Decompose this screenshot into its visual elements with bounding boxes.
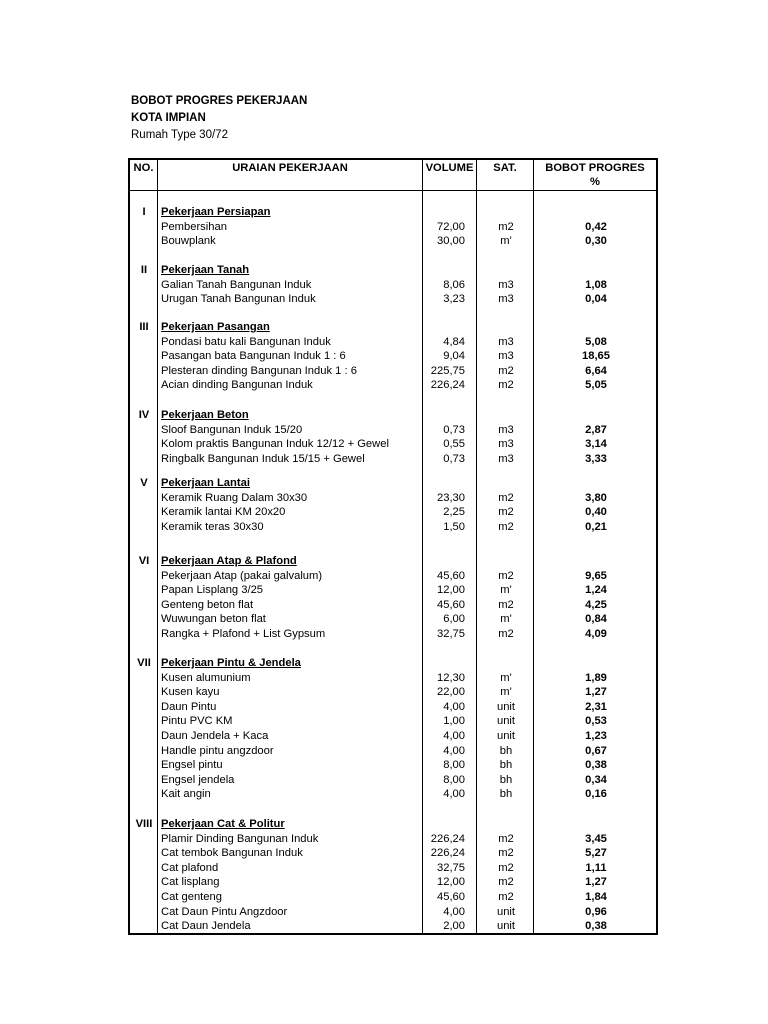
- col-header-uraian: URAIAN PEKERJAAN: [232, 162, 348, 174]
- item-bobot: 1,23: [585, 730, 607, 742]
- item-description: Kait angin: [161, 788, 211, 801]
- col-divider-no: [157, 158, 158, 935]
- item-description: Pondasi batu kali Bangunan Induk: [161, 335, 331, 348]
- item-description: Pasangan bata Bangunan Induk 1 : 6: [161, 350, 346, 363]
- item-bobot: 1,89: [585, 671, 607, 684]
- item-bobot: 3,33: [585, 452, 607, 465]
- item-unit: m2: [498, 876, 514, 889]
- item-bobot: 0,42: [585, 220, 607, 233]
- item-volume: 6,00: [443, 613, 465, 626]
- section-number: VIII: [135, 818, 153, 830]
- item-bobot: 0,34: [585, 773, 607, 786]
- item-unit: m2: [498, 832, 514, 845]
- item-bobot: 2,87: [585, 423, 607, 436]
- item-description: Pekerjaan Atap (pakai galvalum): [161, 569, 323, 582]
- item-description: Cat Daun Pintu Angzdoor: [161, 905, 288, 918]
- item-volume: 0,55: [443, 438, 465, 451]
- item-description: Keramik teras 30x30: [161, 520, 264, 533]
- item-description: Cat lisplang: [161, 876, 220, 889]
- item-unit: m3: [498, 423, 514, 436]
- item-description: Sloof Bangunan Induk 15/20: [161, 423, 303, 436]
- item-volume: 9,04: [443, 350, 465, 363]
- col-divider-sat: [533, 158, 534, 935]
- item-bobot: 0,04: [585, 293, 607, 306]
- item-volume: 2,25: [443, 506, 465, 519]
- item-bobot: 0,21: [585, 520, 607, 533]
- item-volume: 30,00: [437, 235, 465, 248]
- item-description: Keramik Ruang Dalam 30x30: [161, 491, 308, 504]
- item-description: Plesteran dinding Bangunan Induk 1 : 6: [161, 364, 357, 377]
- item-volume: 45,60: [437, 598, 465, 611]
- item-volume: 22,00: [437, 686, 465, 699]
- col-divider-volume: [476, 158, 477, 935]
- item-unit: m2: [498, 628, 514, 640]
- item-unit: m3: [498, 278, 514, 291]
- item-description: Acian dinding Bangunan Induk: [161, 379, 313, 392]
- col-header-bobot: BOBOT PROGRES: [545, 162, 645, 174]
- item-volume: 4,84: [443, 335, 465, 348]
- item-unit: unit: [496, 715, 516, 728]
- project-location: KOTA IMPIAN: [131, 112, 206, 124]
- item-bobot: 3,45: [585, 832, 607, 845]
- item-bobot: 9,65: [585, 569, 607, 582]
- item-volume: 12,00: [437, 876, 465, 889]
- section-title: Pekerjaan Cat & Politur: [161, 818, 285, 830]
- item-volume: 8,06: [443, 278, 465, 291]
- item-unit: unit: [496, 700, 516, 713]
- item-bobot: 0,16: [585, 788, 607, 801]
- item-unit: m2: [498, 520, 514, 533]
- item-volume: 1,00: [443, 715, 465, 728]
- item-volume: 1,50: [443, 520, 465, 533]
- section-title: Pekerjaan Beton: [161, 409, 249, 421]
- item-bobot: 0,38: [585, 759, 607, 772]
- item-unit: m2: [498, 861, 514, 874]
- item-bobot: 4,09: [585, 628, 607, 640]
- item-unit: m': [500, 686, 512, 699]
- item-description: Engsel jendela: [161, 773, 235, 786]
- item-volume: 12,00: [437, 584, 465, 597]
- item-volume: 2,00: [443, 920, 465, 933]
- item-volume: 8,00: [443, 773, 465, 786]
- item-unit: unit: [496, 905, 516, 918]
- item-unit: bh: [499, 744, 513, 757]
- table-right-border: [656, 158, 658, 935]
- item-volume: 226,24: [430, 847, 465, 860]
- item-bobot: 0,53: [585, 715, 607, 728]
- item-description: Handle pintu angzdoor: [161, 744, 274, 757]
- item-bobot: 0,30: [585, 235, 607, 248]
- item-unit: unit: [496, 920, 516, 933]
- table-left-border: [128, 158, 130, 935]
- item-bobot: 2,31: [585, 700, 607, 713]
- header-separator: [128, 190, 658, 191]
- item-volume: 32,75: [437, 628, 465, 640]
- item-bobot: 1,11: [585, 861, 607, 874]
- item-volume: 12,30: [437, 671, 465, 684]
- item-unit: unit: [496, 730, 516, 742]
- item-volume: 72,00: [437, 220, 465, 233]
- item-bobot: 1,84: [585, 891, 607, 903]
- item-bobot: 6,64: [585, 364, 607, 377]
- item-unit: bh: [499, 788, 513, 801]
- item-volume: 4,00: [443, 905, 465, 918]
- item-description: Genteng beton flat: [161, 598, 254, 611]
- item-description: Wuwungan beton flat: [161, 613, 266, 626]
- item-volume: 4,00: [443, 730, 465, 742]
- table-top-border: [128, 158, 658, 160]
- item-bobot: 5,27: [585, 847, 607, 860]
- item-description: Cat genteng: [161, 891, 222, 903]
- col-divider-uraian: [422, 158, 423, 935]
- item-bobot: 0,38: [585, 920, 607, 933]
- item-unit: m2: [498, 364, 514, 377]
- item-unit: m3: [498, 350, 514, 363]
- item-volume: 45,60: [437, 569, 465, 582]
- item-unit: m2: [498, 569, 514, 582]
- document-title: BOBOT PROGRES PEKERJAAN: [131, 95, 308, 107]
- item-description: Pembersihan: [161, 220, 227, 233]
- item-unit: m3: [498, 438, 514, 451]
- col-header-sat: SAT.: [493, 162, 517, 174]
- section-title: Pekerjaan Pasangan: [161, 321, 270, 333]
- item-description: Galian Tanah Bangunan Induk: [161, 278, 312, 291]
- item-description: Cat tembok Bangunan Induk: [161, 847, 303, 860]
- item-description: Plamir Dinding Bangunan Induk: [161, 832, 319, 845]
- item-bobot: 1,08: [585, 278, 607, 291]
- item-bobot: 18,65: [582, 350, 610, 363]
- item-unit: bh: [499, 759, 513, 772]
- item-volume: 4,00: [443, 700, 465, 713]
- item-volume: 4,00: [443, 744, 465, 757]
- item-bobot: 0,40: [585, 506, 607, 519]
- col-header-no: NO.: [133, 162, 154, 174]
- item-volume: 8,00: [443, 759, 465, 772]
- item-description: Daun Jendela + Kaca: [161, 730, 269, 742]
- item-volume: 4,00: [443, 788, 465, 801]
- item-volume: 0,73: [443, 452, 465, 465]
- item-unit: m2: [498, 506, 514, 519]
- item-unit: m2: [498, 891, 514, 903]
- house-type: Rumah Type 30/72: [131, 129, 228, 141]
- item-description: Keramik lantai KM 20x20: [161, 506, 286, 519]
- item-unit: m': [500, 235, 512, 248]
- item-bobot: 1,24: [585, 584, 607, 597]
- item-bobot: 1,27: [585, 686, 607, 699]
- section-number: II: [140, 264, 148, 276]
- item-description: Ringbalk Bangunan Induk 15/15 + Gewel: [161, 452, 365, 465]
- item-unit: m2: [498, 220, 514, 233]
- item-bobot: 5,05: [585, 379, 607, 392]
- item-description: Kolom praktis Bangunan Induk 12/12 + Gewel: [161, 438, 389, 451]
- section-title: Pekerjaan Pintu & Jendela: [161, 657, 301, 669]
- section-title: Pekerjaan Persiapan: [161, 206, 271, 218]
- item-description: Engsel pintu: [161, 759, 223, 772]
- item-bobot: 5,08: [585, 335, 607, 348]
- item-unit: m3: [498, 335, 514, 348]
- item-volume: 45,60: [437, 891, 465, 903]
- item-description: Rangka + Plafond + List Gypsum: [161, 628, 326, 640]
- item-unit: bh: [499, 773, 513, 786]
- section-title: Pekerjaan Lantai: [161, 477, 250, 489]
- item-unit: m2: [498, 598, 514, 611]
- item-bobot: 3,80: [585, 491, 607, 504]
- item-unit: m2: [498, 847, 514, 860]
- item-volume: 226,24: [430, 379, 465, 392]
- section-number: IV: [138, 409, 150, 421]
- section-number: III: [139, 321, 149, 333]
- item-bobot: 1,27: [585, 876, 607, 889]
- item-description: Papan Lisplang 3/25: [161, 584, 264, 597]
- item-volume: 226,24: [430, 832, 465, 845]
- item-unit: m3: [498, 452, 514, 465]
- item-bobot: 0,96: [585, 905, 607, 918]
- item-description: Cat plafond: [161, 861, 219, 874]
- item-description: Bouwplank: [161, 235, 216, 248]
- section-number: VI: [138, 555, 150, 567]
- item-bobot: 4,25: [585, 598, 607, 611]
- col-header-bobot-unit: %: [590, 176, 600, 188]
- item-bobot: 3,14: [585, 438, 607, 451]
- item-description: Cat Daun Jendela: [161, 920, 251, 933]
- item-description: Urugan Tanah Bangunan Induk: [161, 293, 316, 306]
- item-description: Pintu PVC KM: [161, 715, 233, 728]
- item-volume: 0,73: [443, 423, 465, 436]
- section-number: I: [142, 206, 146, 218]
- item-description: Kusen kayu: [161, 686, 220, 699]
- section-title: Pekerjaan Tanah: [161, 264, 250, 276]
- item-description: Kusen alumunium: [161, 671, 251, 684]
- item-volume: 23,30: [437, 491, 465, 504]
- item-unit: m2: [498, 491, 514, 504]
- item-unit: m3: [498, 293, 514, 306]
- item-volume: 3,23: [443, 293, 465, 306]
- item-unit: m2: [498, 379, 514, 392]
- item-bobot: 0,84: [585, 613, 607, 626]
- section-number: V: [140, 477, 148, 489]
- item-unit: m': [500, 584, 512, 597]
- item-bobot: 0,67: [585, 744, 607, 757]
- item-volume: 225,75: [430, 364, 465, 377]
- item-unit: m': [500, 613, 512, 626]
- section-title: Pekerjaan Atap & Plafond: [161, 555, 297, 567]
- item-volume: 32,75: [437, 861, 465, 874]
- section-number: VII: [137, 657, 151, 669]
- item-description: Daun Pintu: [161, 700, 217, 713]
- col-header-volume: VOLUME: [425, 162, 474, 174]
- item-unit: m': [500, 671, 512, 684]
